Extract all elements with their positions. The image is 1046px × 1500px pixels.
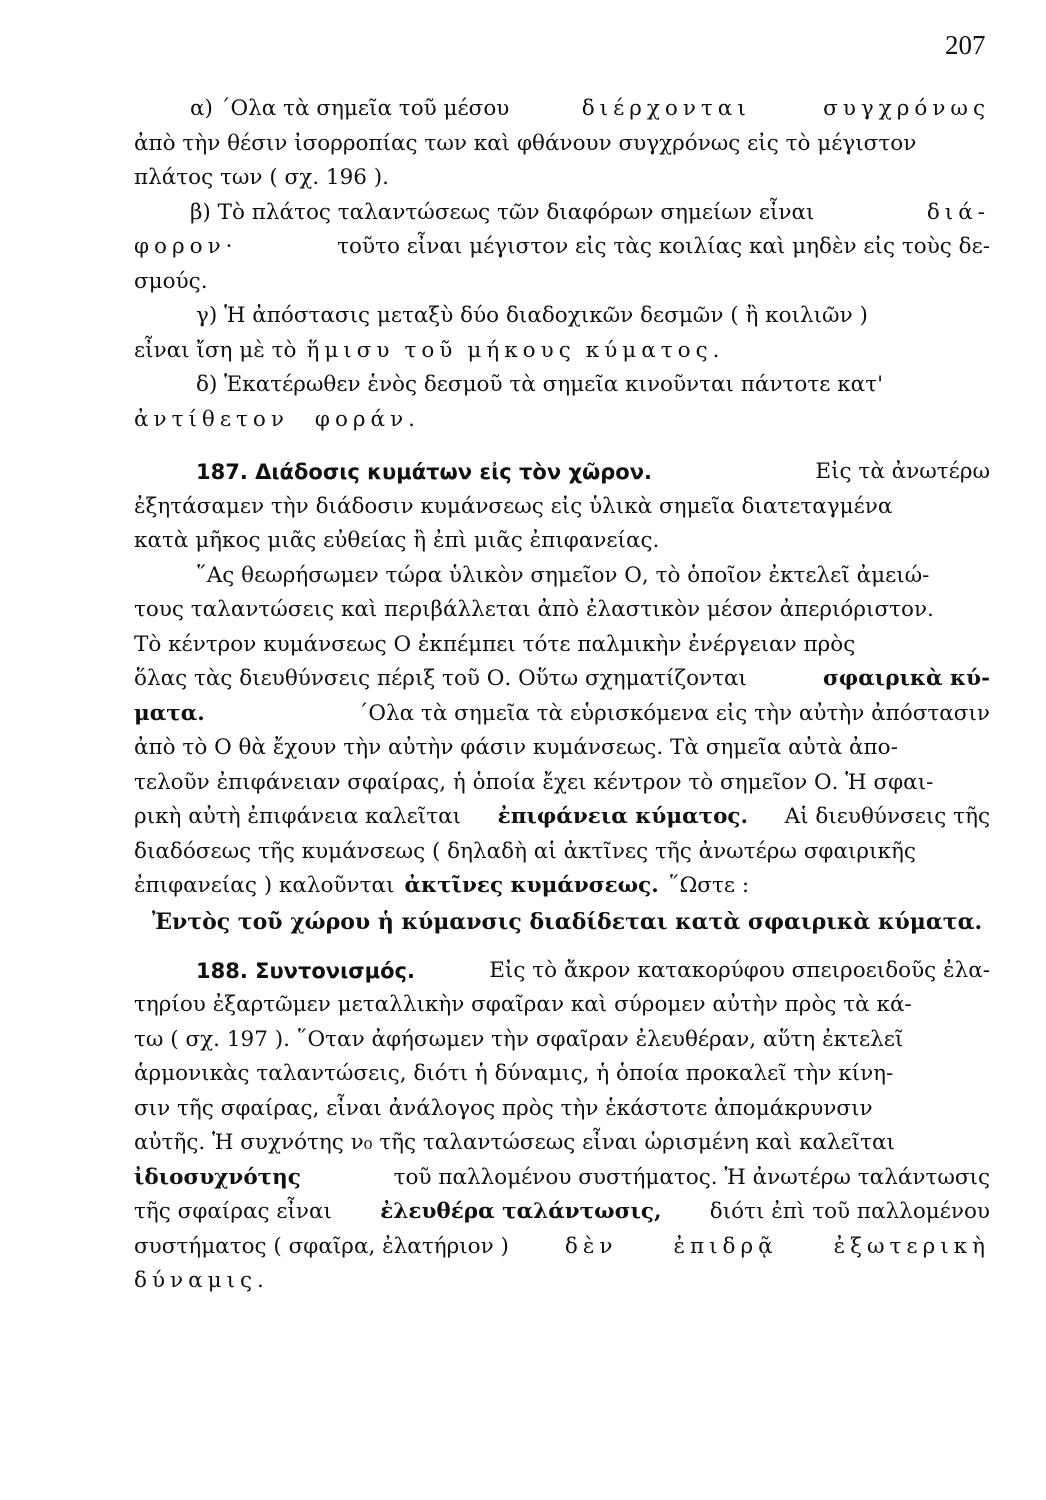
s188-line-8: τῆς σφαίρας εἶναι ἐλευθέρα ταλάντωσις, διότι ἐπὶ τοῦ παλλομένου bbox=[134, 1199, 990, 1224]
s187-line-8: ματα. ΄Ολα τὰ σημεῖα τὰ εὑρισκόμενα εἰς τὴν αὐτὴν ἀπόστασιν bbox=[134, 700, 990, 726]
para-a-line-3: πλάτος των ( σχ. 196 ). bbox=[134, 165, 390, 190]
s187-line-5: τους ταλαντώσεις καὶ περιβάλλεται ἀπὸ ἐλαστικὸν μέσον ἀπεριόριστον. bbox=[134, 597, 934, 622]
s187-line-11: ρικὴ αὐτὴ ἐπιφάνεια καλεῖται ἐπιφάνεια κύματος. Αἱ διευθύνσεις τῆς bbox=[134, 804, 990, 829]
s188-line-2: τηρίου ἐξαρτῶμεν μεταλλικὴν σφαῖραν καὶ σύρομεν αὐτὴν πρὸς τὰ κά- bbox=[134, 992, 912, 1017]
section-188-heading-line: 188. Συντονισμός. Εἰς τὸ ἄκρον κατακορύφου σπειροειδοῦς ἐλα- bbox=[134, 954, 990, 989]
para-c-line-2: εἶναι ἴση μὲ τὸ ἥμισυ τοῦ μήκους κύματος. bbox=[134, 337, 725, 363]
s188-line-7: ἰδιοσυχνότης τοῦ παλλομένου συστήματος. Ἡ ἀνωτέρω ταλάντωσις bbox=[134, 1164, 990, 1190]
section-188-title: 188. Συντονισμός. bbox=[196, 958, 415, 983]
s187-line-3: κατὰ μῆκος μιᾶς εὐθείας ἢ ἐπὶ μιᾶς ἐπιφανείας. bbox=[134, 528, 660, 553]
s187-line-7: ὅλας τὰς διευθύνσεις πέριξ τοῦ Ο. Οὕτω σχηματίζονται σφαιρικὰ κύ- bbox=[134, 666, 990, 691]
s187-line-6: Τὸ κέντρον κυμάνσεως Ο ἐκπέμπει τότε παλμικὴν ἐνέργειαν πρὸς bbox=[134, 631, 856, 657]
para-a-line-1: α) ΄Ολα τὰ σημεῖα τοῦ μέσου διέρχονται συγχρόνως bbox=[190, 96, 990, 121]
section-187-title: 187. Διάδοσις κυμάτων εἰς τὸν χῶρον. bbox=[196, 460, 653, 484]
para-b-line-2: φορον· τοῦτο εἶναι μέγιστον εἰς τὰς κοιλίας καὶ μηδὲν εἰς τοὺς δε- bbox=[134, 234, 990, 259]
para-d-line-2: ἀντίθετον φοράν. bbox=[134, 406, 420, 432]
page-number: 207 bbox=[945, 30, 986, 60]
para-b-line-1: β) Τὸ πλάτος ταλαντώσεως τῶν διαφόρων σημείων εἶναι διά- bbox=[190, 199, 990, 225]
s188-line-5: σιν τῆς σφαίρας, εἶναι ἀνάλογος πρὸς τὴν ἑκάστοτε ἀπομάκρυνσιν bbox=[134, 1095, 873, 1121]
s187-line-10: τελοῦν ἐπιφάνειαν σφαίρας, ἡ ὁποία ἔχει κέντρον τὸ σημεῖον Ο. Ἡ σφαι- bbox=[134, 769, 934, 795]
s187-line-4: ῞Ας θεωρήσωμεν τώρα ὑλικὸν σημεῖον Ο, τὸ ὁποῖον ἐκτελεῖ ἀμειώ- bbox=[196, 562, 930, 588]
s187-line-9: ἀπὸ τὸ Ο θὰ ἔχουν τὴν αὐτὴν φάσιν κυμάνσεως. Τὰ σημεῖα αὐτὰ ἀπο- bbox=[134, 735, 898, 760]
s187-line-2: ἐξητάσαμεν τὴν διάδοσιν κυμάνσεως εἰς ὑλικὰ σημεῖα διατεταγμένα bbox=[134, 493, 893, 519]
para-c-line-1: γ) Ἡ ἀπόστασις μεταξὺ δύο διαδοχικῶν δεσμῶν ( ἢ κοιλιῶν ) bbox=[196, 303, 868, 328]
s187-line-13: ἐπιφανείας ) καλοῦνται ἀκτῖνες κυμάνσεως. ῞Ωστε : bbox=[134, 873, 750, 898]
para-a-line-2: ἀπὸ τὴν θέσιν ἰσορροπίας των καὶ φθάνουν συγχρόνως εἰς τὸ μέγιστον bbox=[134, 130, 917, 156]
section-187-heading-line: 187. Διάδοσις κυμάτων εἰς τὸν χῶρον. Εἰς τὰ ἀνωτέρω bbox=[134, 455, 990, 490]
para-d-line-1: δ) Ἑκατέρωθεν ἑνὸς δεσμοῦ τὰ σημεῖα κινοῦνται πάντοτε κατ' bbox=[196, 372, 883, 397]
s188-line-6: αὐτῆς. Ἡ συχνότης ν₀ τῆς ταλαντώσεως εἶναι ὡρισμένη καὶ καλεῖται bbox=[134, 1130, 895, 1155]
s188-line-3: τω ( σχ. 197 ). ῞Οταν ἀφήσωμεν τὴν σφαῖραν ἐλευθέραν, αὕτη ἐκτελεῖ bbox=[134, 1026, 904, 1052]
s188-line-9: συστήματος ( σφαῖρα, ἐλατήριον ) δὲν ἐπιδρᾷ ἐξωτερικὴ bbox=[134, 1233, 990, 1259]
para-b-line-3: σμούς. bbox=[134, 268, 208, 294]
s188-line-4: ἁρμονικὰς ταλαντώσεις, διότι ἡ δύναμις, ἡ ὁποία προκαλεῖ τὴν κίνη- bbox=[134, 1061, 894, 1086]
s188-line-10: δύναμις. bbox=[134, 1268, 269, 1293]
s187-line-12: διαδόσεως τῆς κυμάνσεως ( δηλαδὴ αἱ ἀκτῖνες τῆς ἀνωτέρω σφαιρικῆς bbox=[134, 838, 916, 864]
section-187-rule: Ἐντὸς τοῦ χώρου ἡ κύμανσις διαδίδεται κατὰ σφαιρικὰ κύματα. bbox=[151, 908, 983, 935]
page-text bbox=[134, 92, 990, 1299]
